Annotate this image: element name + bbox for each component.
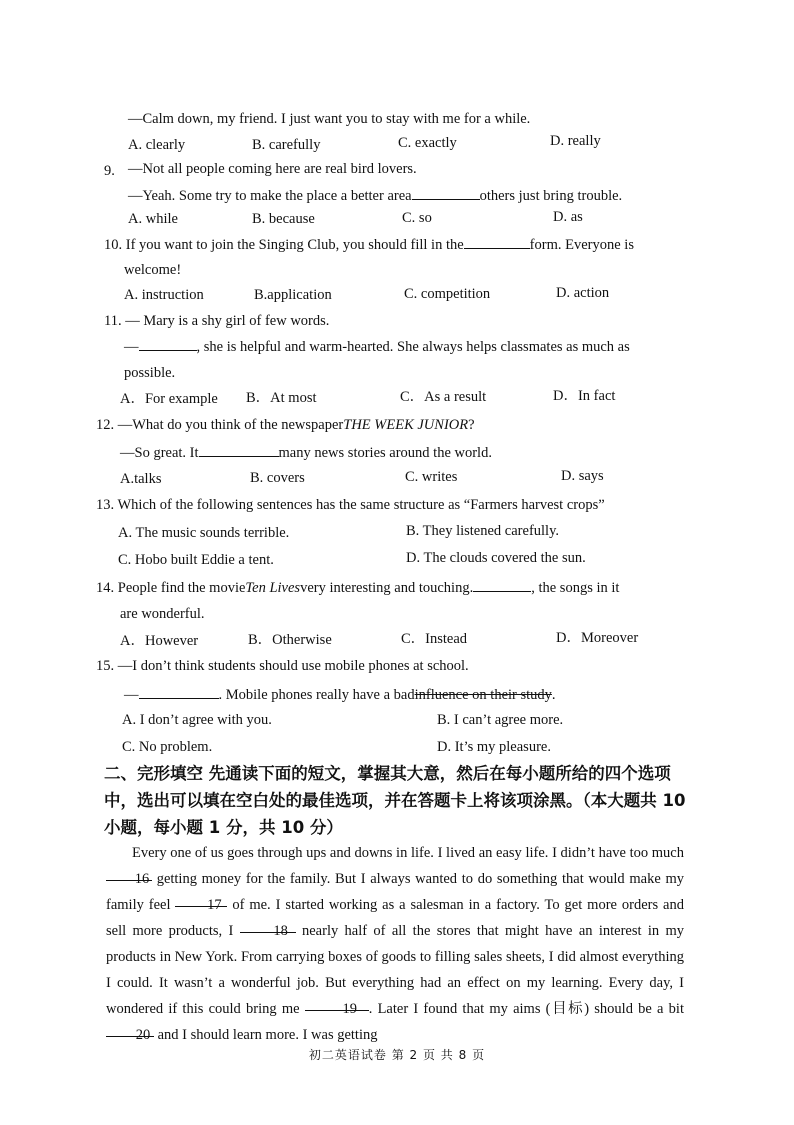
passage-part2: getting money for the family. But I always wanted to do something that would make my family feel <box>106 871 684 913</box>
q12-option-a: A.talks <box>120 471 162 487</box>
q8-option-c: C. exactly <box>398 135 457 151</box>
passage-part1: Every one of us goes through ups and downs in life. I lived an easy life. I didn’t have too much <box>132 845 684 861</box>
blank-18: 18 <box>240 918 296 933</box>
q10-line1 <box>104 234 634 254</box>
blank-17: 17 <box>175 892 227 907</box>
q15-option-a: A. I don’t agree with you. <box>122 712 272 728</box>
q11-option-c: C．As a result <box>400 389 487 405</box>
q11-line2 <box>124 336 630 356</box>
q14-blank <box>473 577 531 592</box>
q9-option-b: B. because <box>252 211 315 227</box>
q14-movie-title: Ten Lives <box>245 580 301 596</box>
q11-line2-end: , she is helpful and warm-hearted. She always helps classmates as much as <box>196 339 630 355</box>
q10-line1-end: form. Everyone is <box>529 237 634 253</box>
q10-option-b: B.application <box>254 287 332 303</box>
q11-line3: possible. <box>124 365 176 381</box>
q12-option-c: C. writes <box>405 469 458 485</box>
blank-16: 16 <box>106 866 152 881</box>
q9-line1: —Not all people coming here are real bird lovers. <box>128 161 417 177</box>
q10-option-a: A. instruction <box>124 287 204 303</box>
q12-option-d: D. says <box>561 468 604 484</box>
q10-option-d: D. action <box>556 285 610 301</box>
q11-line1: 11. — Mary is a shy girl of few words. <box>104 313 330 329</box>
q9-line2-end: others just bring trouble. <box>479 188 623 204</box>
q10-line2: welcome! <box>124 262 182 278</box>
q11-option-a: A．For example <box>120 391 218 407</box>
q14-line1-mid: very interesting and touching. <box>300 580 474 596</box>
q12-line1-end: ? <box>468 417 475 433</box>
section2-heading: 二、完形填空 先通读下面的短文，掌握其大意，然后在每小题所给的四个选项中，选出可以填在空白处的最佳选项，并在答题卡上将该项涂黑。（本大题共 10 小题，每小题 1 分，共 10 分） <box>104 764 686 837</box>
q10-line1-start: 10. If you want to join the Singing Club, you should fill in the <box>104 237 464 253</box>
blank-20: 20 <box>106 1022 154 1037</box>
passage-part3: of me. I started working as a salesman in a factory. To get more orders and sell more products, I <box>106 897 684 939</box>
q9-blank <box>412 185 480 200</box>
q13-option-d: D. The clouds covered the sun. <box>406 550 586 566</box>
q12-option-b: B. covers <box>250 470 305 486</box>
q14-line1 <box>96 577 619 597</box>
q15-line2-dash: — <box>124 687 139 703</box>
q9-line2 <box>128 185 622 205</box>
q12-line1-start: 12. —What do you think of the newspaper <box>96 417 344 433</box>
q14-line1-end: , the songs in it <box>531 580 620 596</box>
passage-part6: and I should learn more. I was getting <box>154 1027 378 1043</box>
q15-line1: 15. —I don’t think students should use mobile phones at school. <box>96 658 469 674</box>
q9-option-c: C. so <box>402 210 432 226</box>
q8-line: —Calm down, my friend. I just want you to stay with me for a while. <box>128 111 531 127</box>
blank-19: 19 <box>305 996 369 1011</box>
q8-option-d: D. really <box>550 133 601 149</box>
q11-blank <box>139 336 197 351</box>
q9-line2-start: —Yeah. Some try to make the place a better area <box>128 188 412 204</box>
q15-line2-end: . <box>551 687 556 703</box>
q15-option-c: C. No problem. <box>122 739 213 755</box>
q14-option-d: D．Moreover <box>556 630 639 646</box>
q13-option-c: C. Hobo built Eddie a tent. <box>118 552 274 568</box>
q12-blank <box>199 442 279 457</box>
q12-line1 <box>96 416 475 434</box>
q13-option-a: A. The music sounds terrible. <box>118 525 290 541</box>
q11-option-d: D．In fact <box>553 388 616 404</box>
q14-option-a: A．However <box>120 633 199 649</box>
q15-line2-mid: . Mobile phones really have a bad <box>218 687 415 703</box>
passage-part4: nearly half of all the stores that might have an interest in my products in New York. From carrying boxes of goods to filling sales sheets, I did almost everything I could. It wasn’t a wonderful job. But everything had an effect on my learning. Every day, I wondered if this could bring me <box>106 923 684 1017</box>
q15-blank <box>139 684 219 699</box>
q9-option-a: A. while <box>128 211 178 227</box>
page-footer: 初二英语试卷 第 2 页 共 8 页 <box>308 1048 486 1062</box>
q15-option-b: B. I can’t agree more. <box>437 712 564 728</box>
q12-newspaper-title: THE WEEK JUNIOR <box>343 417 469 433</box>
q10-blank <box>464 234 530 249</box>
q11-line2-start: — <box>124 339 139 355</box>
cloze-passage <box>106 840 684 1048</box>
q13-line1: 13. Which of the following sentences has the same structure as “Farmers harvest crops” <box>96 497 605 513</box>
q12-line2 <box>120 442 492 462</box>
q14-option-b: B．Otherwise <box>248 632 332 648</box>
q9-option-d: D. as <box>553 209 583 225</box>
q10-option-c: C. competition <box>404 286 491 302</box>
q14-line1-start: 14. People find the movie <box>96 580 246 596</box>
q12-line2-end: many news stories around the world. <box>278 445 492 461</box>
q15-struck-phrase: influence on their study <box>414 687 552 703</box>
q14-option-c: C．Instead <box>401 631 468 647</box>
q12-line2-start: —So great. It <box>120 445 199 461</box>
q8-option-a: A. clearly <box>128 137 186 153</box>
q11-option-b: B．At most <box>246 390 317 406</box>
passage-part5: . Later I found that my aims (目标) should be a bit <box>368 1001 684 1017</box>
q8-option-b: B. carefully <box>252 137 321 153</box>
q15-line2 <box>124 684 556 704</box>
q9-number: 9. <box>104 163 115 179</box>
q15-option-d: D. It’s my pleasure. <box>437 739 551 755</box>
q14-line2: are wonderful. <box>120 606 205 622</box>
q13-option-b: B. They listened carefully. <box>406 523 560 539</box>
